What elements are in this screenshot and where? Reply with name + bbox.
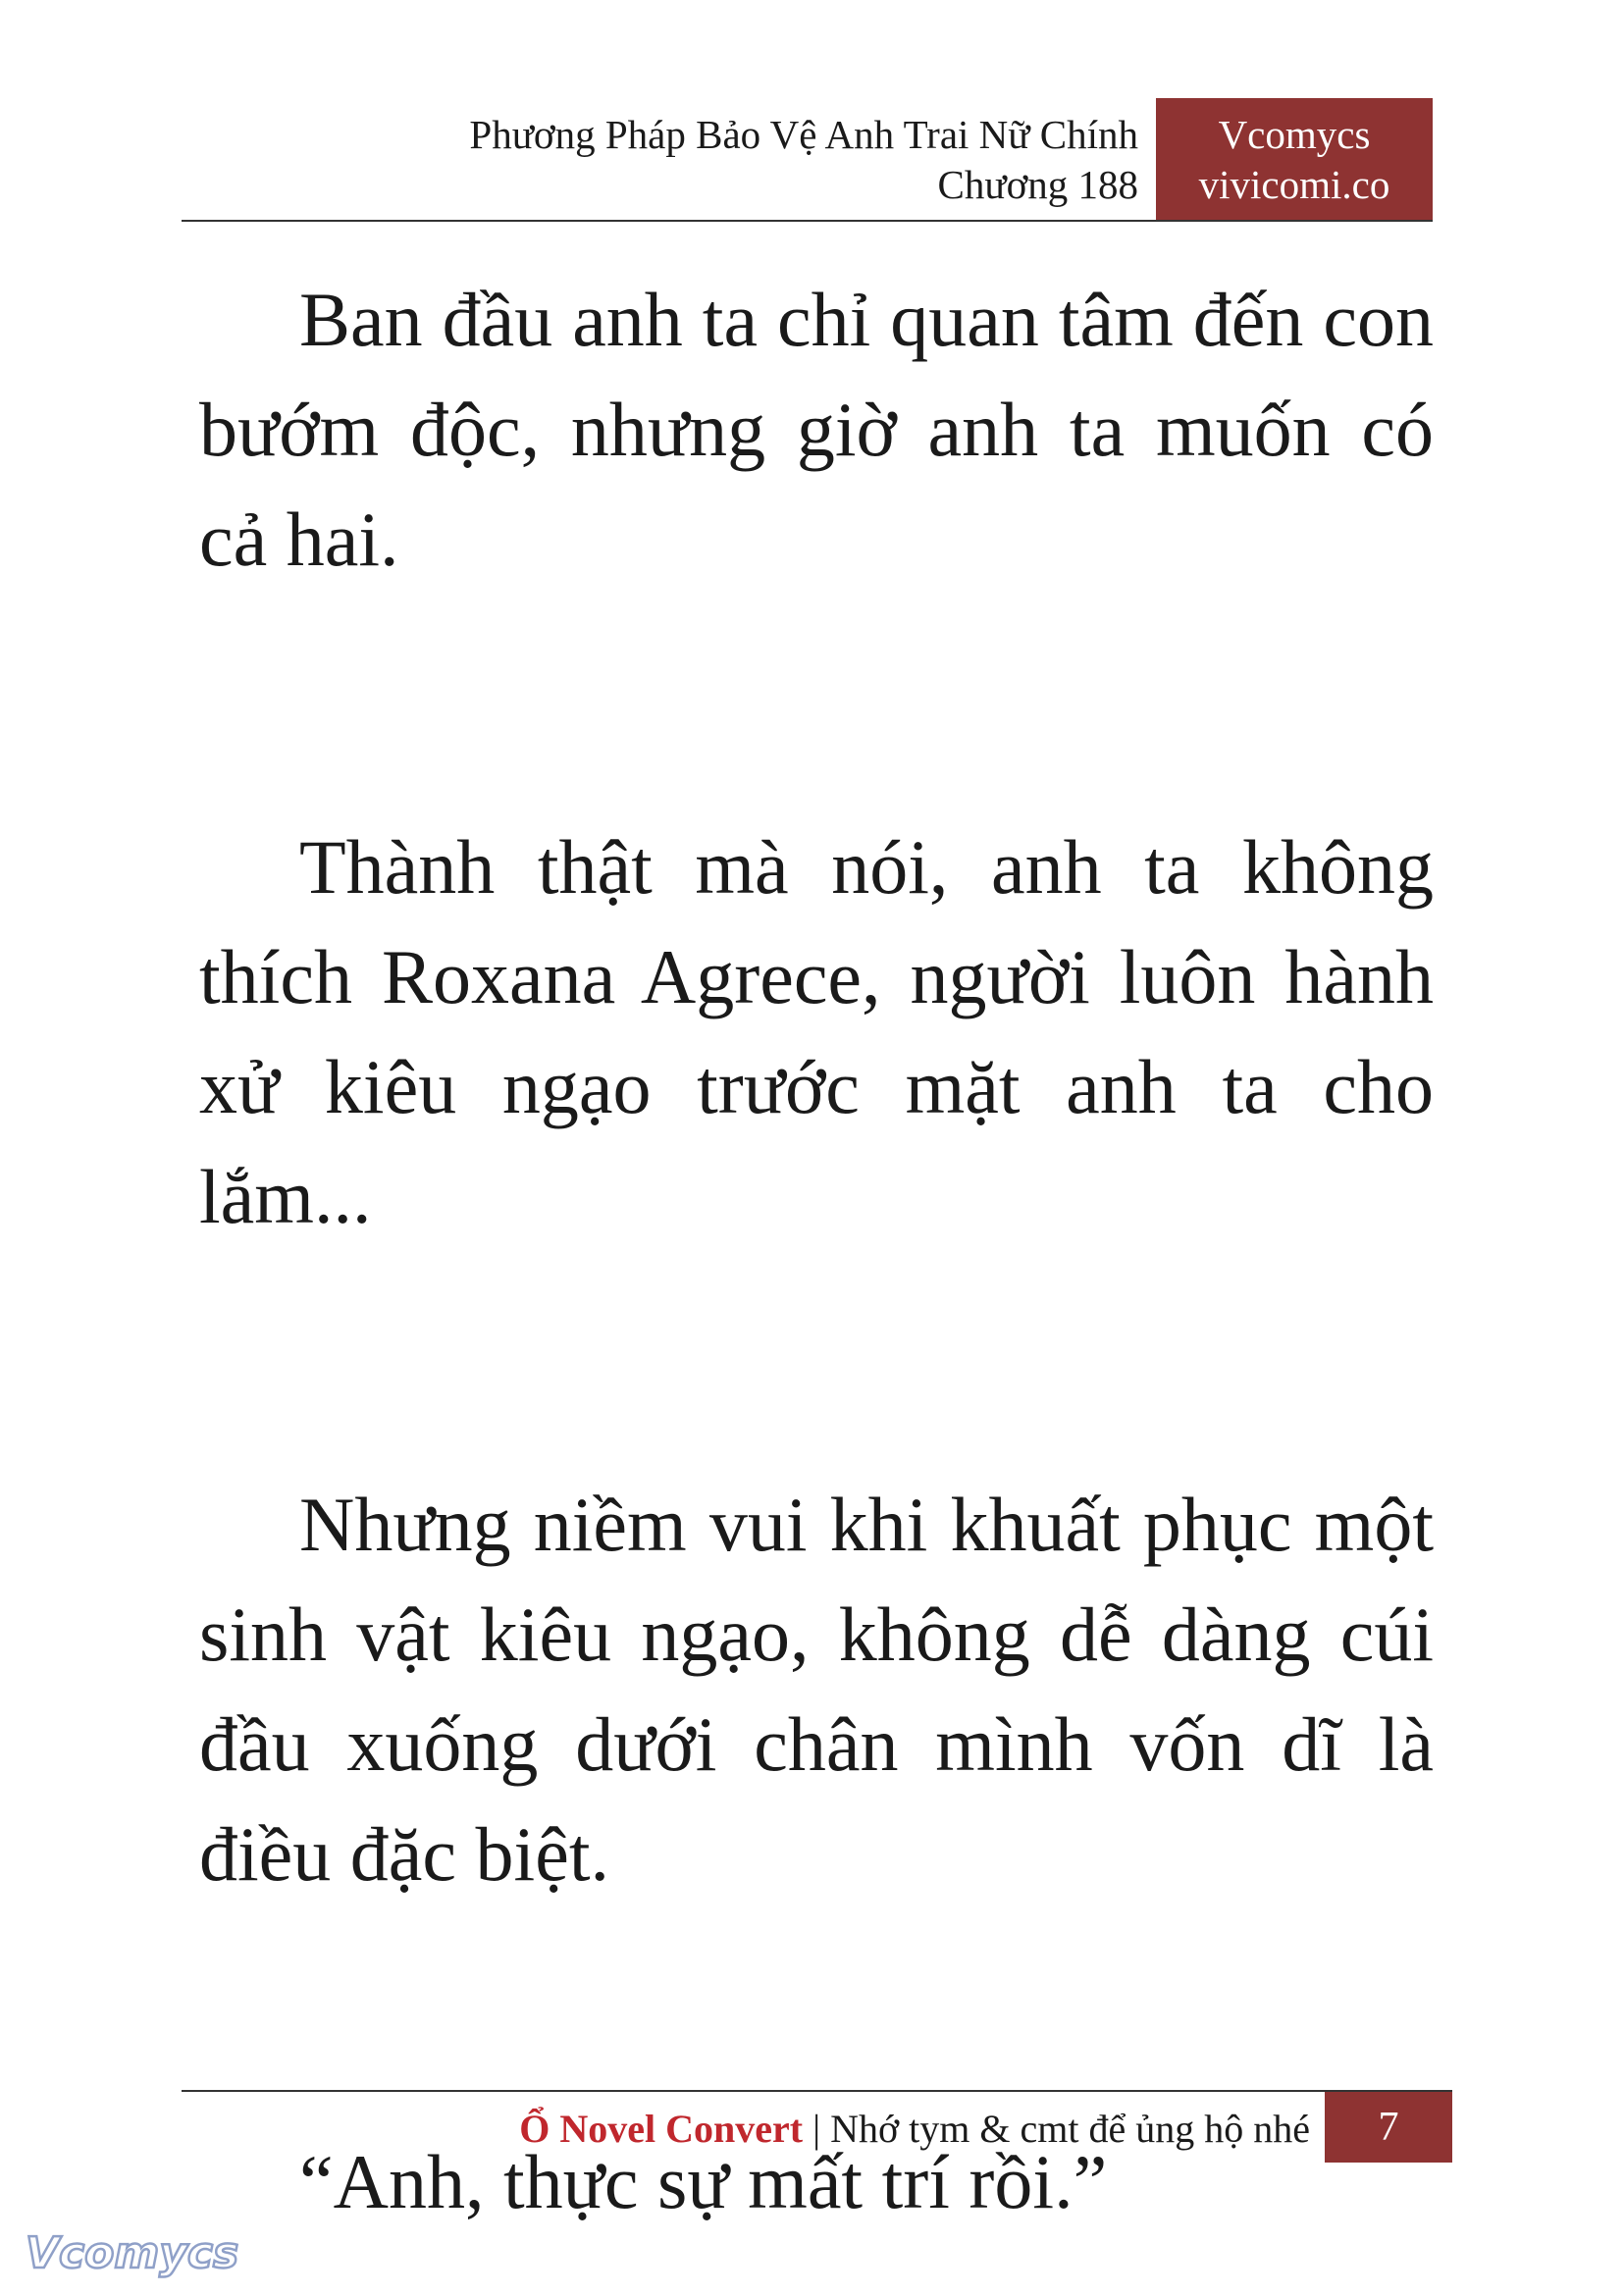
- site-url: vivicomi.co: [1198, 162, 1390, 207]
- page-number: 7: [1325, 2092, 1452, 2163]
- footer-message: Nhớ tym & cmt để ủng hộ nhé: [830, 2107, 1310, 2151]
- paragraph: Ban đầu anh ta chỉ quan tâm đến con bướm độc, nhưng giờ anh ta muốn có cả hai.: [199, 277, 1434, 582]
- watermark-text: Vcomycs: [26, 2228, 239, 2278]
- paragraph: “Anh, thực sự mất trí rồi.”: [299, 2139, 1108, 2224]
- paragraph: Thành thật mà nói, anh ta không thích Roxana Agrece, người luôn hành xử kiêu ngạo trước mặt anh ta cho lắm...: [199, 824, 1434, 1239]
- footer-separator: |: [803, 2107, 831, 2151]
- header-titles: [469, 110, 1138, 210]
- site-name: Vcomycs: [1218, 112, 1371, 157]
- brand-name: Ổ Novel Convert: [519, 2107, 804, 2151]
- header-divider: [182, 220, 1433, 222]
- footer-text: [519, 2106, 1310, 2153]
- book-title: Phương Pháp Bảo Vệ Anh Trai Nữ Chính: [469, 112, 1138, 157]
- vcomycs-watermark-logo: [22, 2222, 247, 2281]
- page-header: [182, 98, 1433, 221]
- page-footer: [182, 2092, 1452, 2163]
- paragraph: Nhưng niềm vui khi khuất phục một sinh vật kiêu ngạo, không dễ dàng cúi đầu xuống dưới chân mình vốn dĩ là điều đặc biệt.: [199, 1482, 1434, 1897]
- chapter-body: [199, 265, 1434, 2237]
- chapter-label: Chương 188: [937, 162, 1138, 207]
- site-badge: [1156, 98, 1433, 221]
